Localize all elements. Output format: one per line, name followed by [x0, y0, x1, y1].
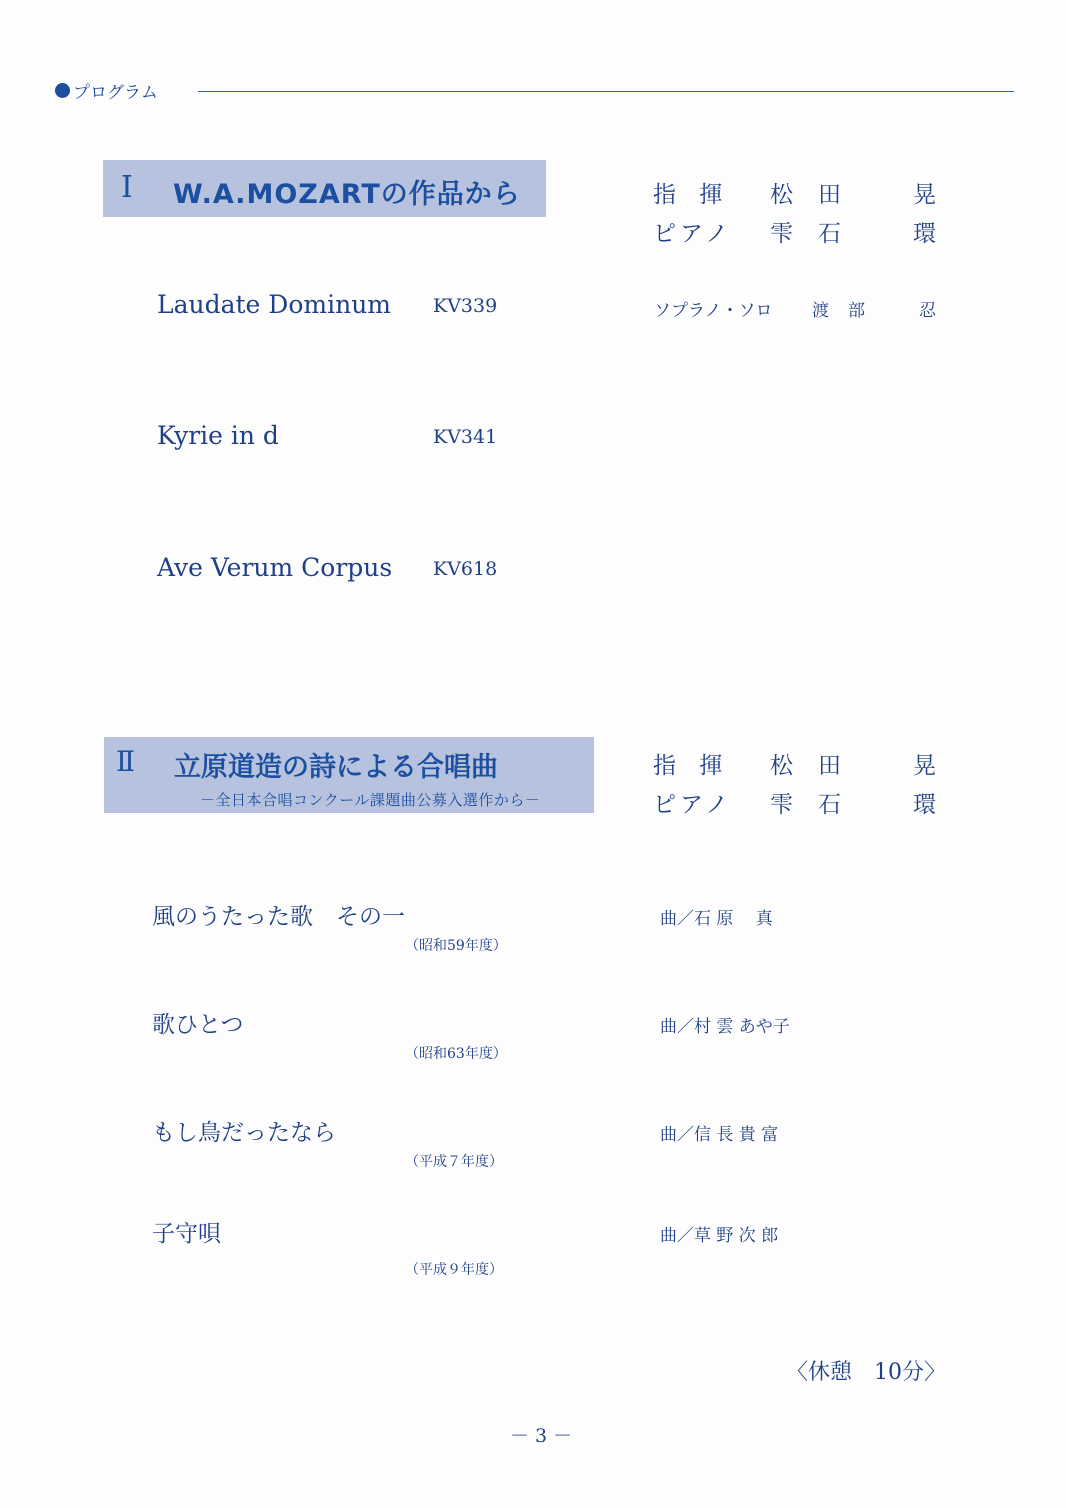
piano-name-2: 石	[818, 221, 841, 247]
solo-name-1: 渡	[812, 301, 829, 321]
work-kv: KV341	[433, 426, 498, 448]
work-title: Kyrie in d	[157, 421, 279, 450]
song-year: （平成９年度）	[405, 1262, 503, 1278]
part2-conductor	[0, 747, 1066, 777]
song-year: （平成７年度）	[405, 1154, 503, 1170]
bullet-dot-icon	[55, 83, 70, 98]
part1-title: W.A.MOZARTの作品から	[173, 179, 521, 210]
song-title: 風のうたった歌 その一	[152, 904, 405, 930]
conductor-name-2: 田	[818, 182, 841, 208]
piano-name-3: 環	[913, 792, 936, 818]
song-composer: 曲／村 雲 あや子	[660, 1017, 790, 1037]
song-composer: 曲／石 原 真	[660, 909, 773, 929]
work-kv: KV339	[433, 295, 498, 317]
song-year: （昭和59年度）	[405, 938, 507, 954]
piano-name-3: 環	[913, 221, 936, 247]
conductor-name-3: 晃	[913, 182, 936, 208]
solo-role: ソプラノ・ソロ	[654, 301, 773, 321]
conductor-name-1: 松	[770, 182, 793, 208]
piano-name-1: 雫	[770, 221, 793, 247]
section-header	[55, 78, 158, 103]
part2-piano	[0, 786, 1066, 816]
conductor-name-1: 松	[770, 753, 793, 779]
work-kv: KV618	[433, 558, 498, 580]
header-label: プログラム	[73, 83, 158, 103]
piano-name-1: 雫	[770, 792, 793, 818]
conductor-name-2: 田	[818, 753, 841, 779]
song-title: 歌ひとつ	[152, 1012, 244, 1038]
piano-role: ピアノ	[653, 221, 733, 247]
part1-conductor	[0, 176, 1066, 206]
piano-role: ピアノ	[653, 792, 733, 818]
part2-title: 立原道造の詩による合唱曲	[174, 752, 498, 783]
part1-numeral: Ⅰ	[121, 170, 133, 205]
song-composer: 曲／草 野 次 郎	[660, 1226, 779, 1246]
piano-name-2: 石	[818, 792, 841, 818]
solo-name-2: 部	[848, 301, 865, 321]
header-rule	[198, 91, 1014, 92]
page-number: － 3 －	[510, 1425, 573, 1447]
conductor-role: 指 揮	[653, 182, 731, 208]
song-year: （昭和63年度）	[405, 1046, 507, 1062]
solo-name-3: 忍	[919, 301, 936, 321]
song-composer: 曲／信 長 貴 富	[660, 1125, 779, 1145]
song-title: 子守唄	[152, 1221, 221, 1247]
part2-numeral: Ⅱ	[116, 745, 136, 778]
song-title: もし鳥だったなら	[152, 1120, 336, 1146]
work-title: Ave Verum Corpus	[157, 553, 393, 582]
part1-piano	[0, 215, 1066, 245]
conductor-role: 指 揮	[653, 753, 731, 779]
conductor-name-3: 晃	[913, 753, 936, 779]
intermission-note: 〈休憩 10分〉	[786, 1360, 946, 1385]
work-title: Laudate Dominum	[157, 290, 392, 319]
part2-subtitle: －全日本合唱コンクール課題曲公募入選作から－	[200, 791, 541, 809]
